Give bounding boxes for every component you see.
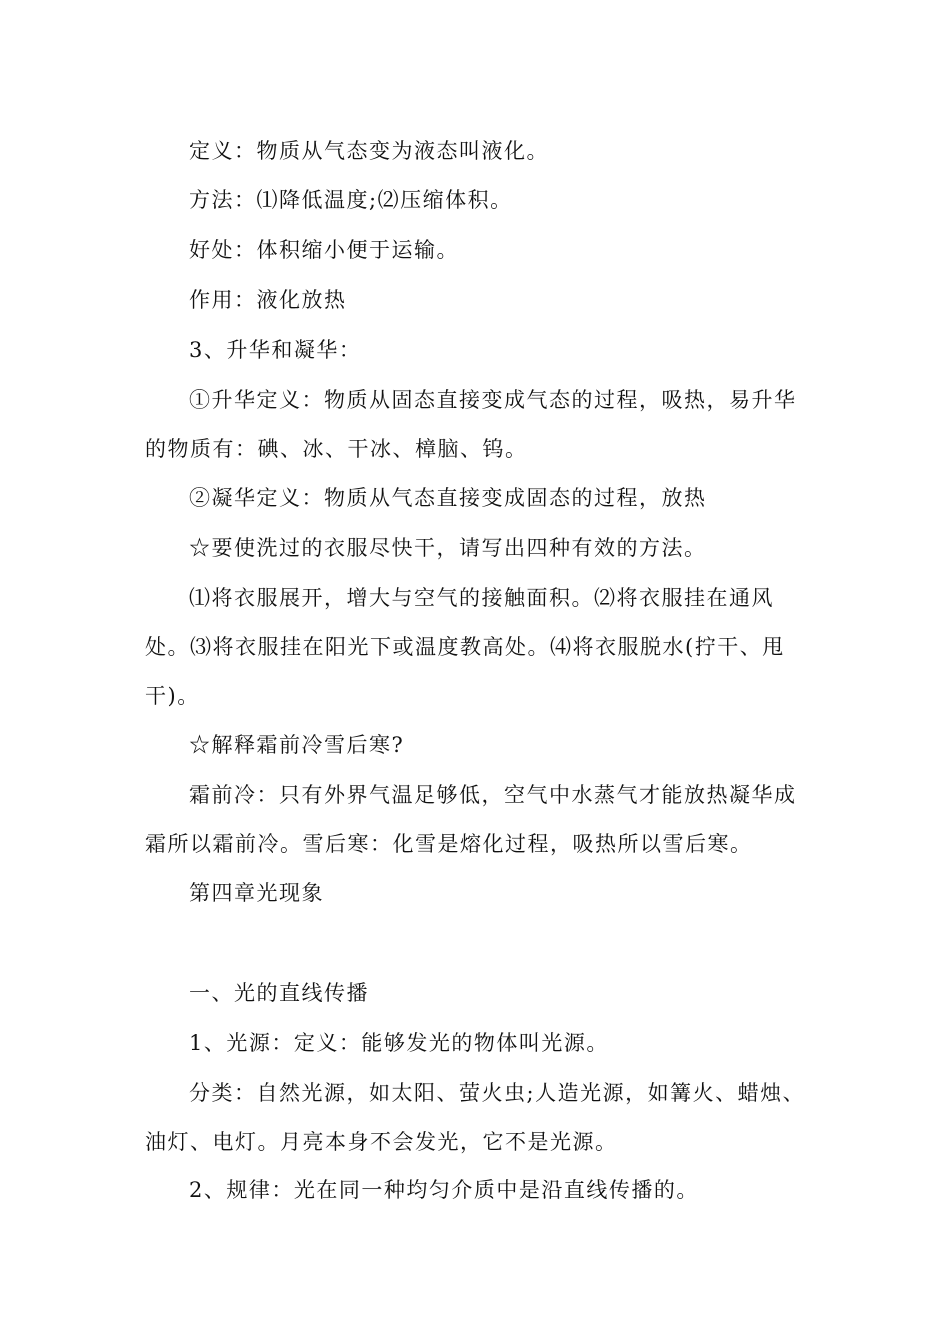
paragraph-liquefaction-definition: 定义：物质从气态变为液态叫液化。 [189, 139, 549, 163]
heading-sublimation-deposition: 3、升华和凝华： [189, 338, 362, 362]
paragraph-sublimation-definition: ①升华定义：物质从固态直接变成气态的过程，吸热，易升华的物质有：碘、冰、干冰、樟脑、钨。 [145, 388, 797, 461]
paragraph-liquefaction-benefit: 好处：体积缩小便于运输。 [189, 238, 459, 262]
answer-dry-clothes: ⑴将衣服展开，增大与空气的接触面积。⑵将衣服挂在通风处。⑶将衣服挂在阳光下或温度教高处。⑷将衣服脱水(拧干、甩干)。 [145, 586, 785, 708]
section-heading: 一、光的直线传播 [189, 981, 369, 1005]
paragraph-deposition-definition: ②凝华定义：物质从气态直接变成固态的过程，放热 [189, 486, 707, 510]
paragraph-liquefaction-methods: 方法：⑴降低温度;⑵压缩体积。 [189, 188, 513, 212]
paragraph-light-source-definition: 1、光源：定义：能够发光的物体叫光源。 [189, 1031, 609, 1055]
paragraph-liquefaction-effect: 作用：液化放热 [189, 288, 347, 312]
answer-frost-snow: 霜前冷：只有外界气温足够低，空气中水蒸气才能放热凝华成霜所以霜前冷。雪后寒：化雪是熔化过程，吸热所以雪后寒。 [145, 783, 797, 856]
paragraph-light-propagation-rule: 2、规律：光在同一种均匀介质中是沿直线传播的。 [189, 1178, 699, 1202]
chapter-title: 第四章光现象 [189, 881, 324, 905]
question-dry-clothes: ☆要使洗过的衣服尽快干，请写出四种有效的方法。 [189, 536, 707, 560]
question-frost-snow: ☆解释霜前冷雪后寒? [189, 733, 405, 757]
paragraph-light-source-classification: 分类：自然光源，如太阳、萤火虫;人造光源，如篝火、蜡烛、油灯、电灯。月亮本身不会发光，它不是光源。 [145, 1081, 806, 1154]
